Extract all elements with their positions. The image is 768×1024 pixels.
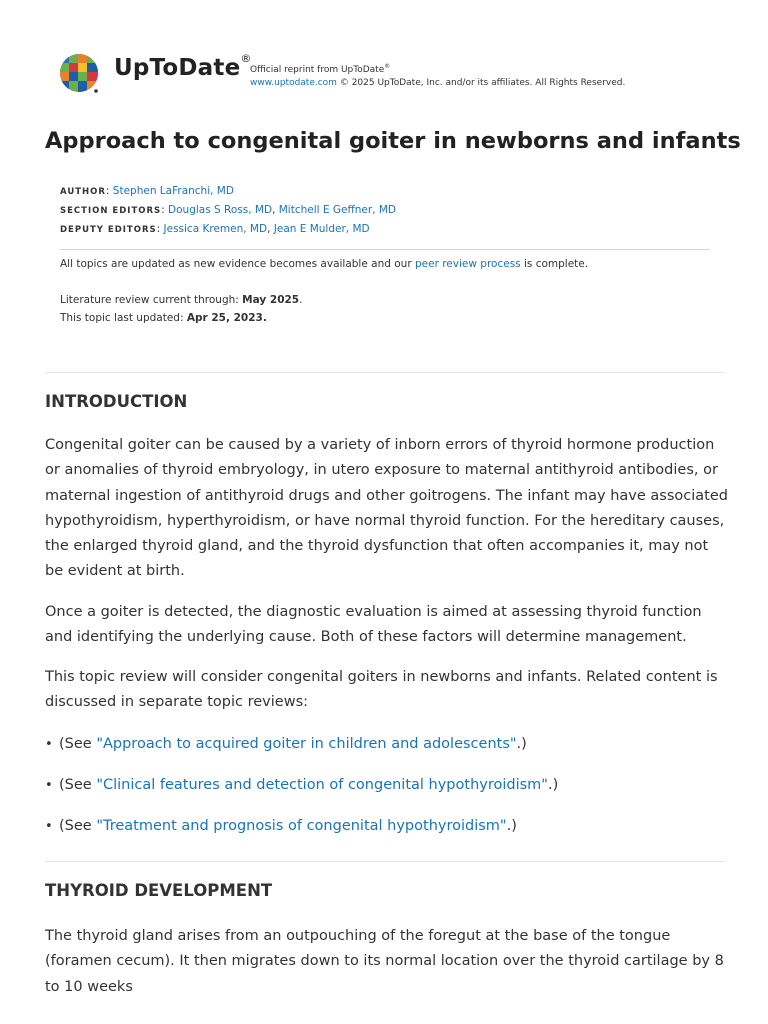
copyright: © 2025 UpToDate, Inc. and/or its affiliates. All Rights Reserved. bbox=[339, 78, 626, 88]
reprint-notice: Official reprint from UpToDate® www.uptodate.com © 2025 UpToDate, Inc. and/or its affiliates. All Rights Reserved. bbox=[250, 63, 626, 88]
site-link[interactable]: www.uptodate.com bbox=[250, 78, 337, 88]
deputy-editor-link[interactable]: Jean E Mulder, MD bbox=[273, 223, 370, 235]
divider bbox=[60, 249, 710, 250]
list-item: • (See "Clinical features and detection of congenital hypothyroidism".) bbox=[45, 777, 559, 793]
list-item: • (See "Treatment and prognosis of congenital hypothyroidism".) bbox=[45, 818, 517, 834]
intro-paragraph-1: Congenital goiter can be caused by a variety of inborn errors of thyroid hormone production or anomalies of thyroid embryology, in utero exposure to maternal antithyroid antibodies, or maternal ingestion of antithyroid drugs and other goitrogens. The infant may have associated hypothyroidism, hyperthyroidism, or have normal thyroid function. For the hereditary causes, the enlarged thyroid gland, and the thyroid dysfunction that often accompanies it, may not be evident at birth. bbox=[45, 437, 728, 580]
section-editors-label: SECTION EDITORS bbox=[60, 206, 162, 216]
section-editor-link[interactable]: Mitchell E Geffner, MD bbox=[278, 204, 396, 216]
review-dates bbox=[60, 291, 302, 327]
author-label: AUTHOR bbox=[60, 187, 106, 197]
uptodate-logo-icon bbox=[58, 52, 100, 94]
deputy-editors-label: DEPUTY EDITORS bbox=[60, 225, 157, 235]
deputy-editors-row: DEPUTY EDITORS: Jessica Kremen, MD, Jean E Mulder, MD bbox=[60, 223, 370, 235]
thyroid-development-paragraph: The thyroid gland arises from an outpouching of the foregut at the base of the tongue (foramen cecum). It then migrates down to its normal location over the thyroid cartilage by 8 to 10 weeks bbox=[45, 928, 724, 995]
peer-review-link[interactable]: peer review process bbox=[414, 258, 521, 270]
section-divider bbox=[45, 861, 725, 862]
author-link[interactable]: Stephen LaFranchi, MD bbox=[112, 185, 234, 197]
intro-paragraph-2: Once a goiter is detected, the diagnostic evaluation is aimed at assessing thyroid function and identifying the underlying cause. Both of these factors will determine management. bbox=[45, 604, 702, 646]
intro-paragraph-3: This topic review will consider congenital goiters in newborns and infants. Related content is discussed in separate topic reviews: bbox=[45, 669, 718, 711]
section-editors-row: SECTION EDITORS: Douglas S Ross, MD, Mitchell E Geffner, MD bbox=[60, 204, 396, 216]
brand-name: UpToDate® bbox=[114, 52, 252, 81]
list-item: • (See "Approach to acquired goiter in children and adolescents".) bbox=[45, 736, 527, 752]
topic-link-acquired-goiter[interactable]: "Approach to acquired goiter in children and adolescents" bbox=[96, 736, 517, 752]
author-row: AUTHOR: Stephen LaFranchi, MD bbox=[60, 185, 234, 197]
deputy-editor-link[interactable]: Jessica Kremen, MD bbox=[163, 223, 268, 235]
topic-link-congenital-hypothyroidism-detection[interactable]: "Clinical features and detection of congenital hypothyroidism" bbox=[96, 777, 548, 793]
update-notice: All topics are updated as new evidence becomes available and our peer review process is complete. bbox=[60, 258, 589, 270]
reprint-line: Official reprint from UpToDate bbox=[250, 65, 385, 75]
last-updated-line: This topic last updated: Apr 25, 2023. bbox=[60, 312, 267, 324]
section-editor-link[interactable]: Douglas S Ross, MD bbox=[168, 204, 273, 216]
author-block bbox=[60, 182, 396, 239]
section-divider bbox=[45, 372, 725, 373]
introduction-heading: INTRODUCTION bbox=[45, 392, 188, 411]
page-header bbox=[58, 52, 738, 96]
page-title: Approach to congenital goiter in newborns and infants bbox=[45, 128, 741, 154]
thyroid-development-heading: THYROID DEVELOPMENT bbox=[45, 881, 273, 900]
topic-link-congenital-hypothyroidism-treatment[interactable]: "Treatment and prognosis of congenital hypothyroidism" bbox=[96, 818, 507, 834]
literature-review-line: Literature review current through: May 2025. bbox=[60, 294, 303, 306]
